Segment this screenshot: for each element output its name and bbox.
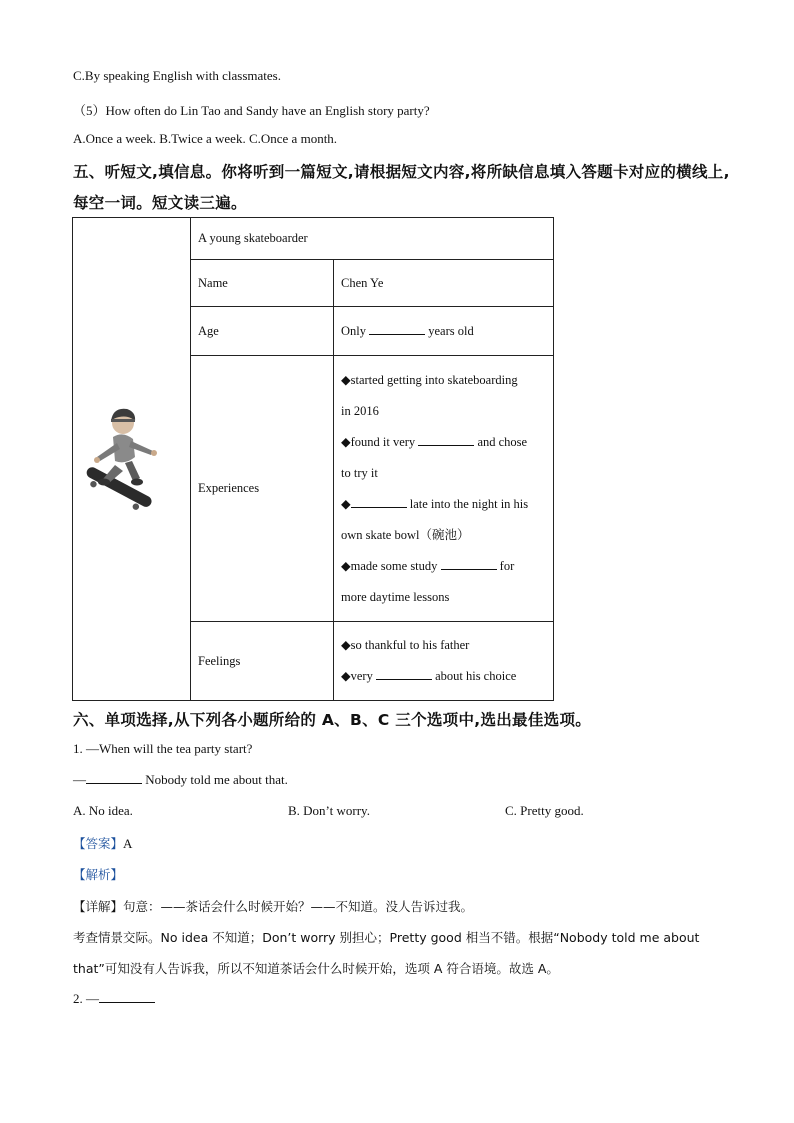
- exp3-line-b: own skate bowl（碗池）: [341, 527, 470, 542]
- section-6-heading: 六、单项选择,从下列各小题所给的 A、B、C 三个选项中,选出最佳选项。: [73, 711, 592, 729]
- q1-option-a[interactable]: A. No idea.: [73, 803, 133, 818]
- age-label: Age: [191, 307, 334, 356]
- blank-1[interactable]: [369, 323, 425, 335]
- feel2-line: [341, 661, 546, 692]
- name-label: Name: [191, 260, 334, 307]
- exp4-line-b: more daytime lessons: [341, 589, 450, 604]
- exp1-line-b: in 2016: [341, 403, 379, 418]
- exp2-line-a: [341, 427, 546, 458]
- blank-2[interactable]: [418, 434, 474, 446]
- section-5-heading-line2: 每空一词。短文读三遍。: [73, 194, 247, 212]
- q2-blank[interactable]: [99, 991, 155, 1003]
- q1-explain-line2: that”可知没有人告诉我，所以不知道茶话会什么时候开始，选项 A 符合语境。故选 A。: [73, 961, 559, 976]
- exp2-after: and chose: [474, 434, 528, 449]
- q1-option-b[interactable]: B. Don’t worry.: [288, 803, 370, 818]
- analysis-tag: 【解析】: [73, 867, 124, 882]
- q1-explain-line1: 考查情景交际。No idea 不知道；Don’t worry 别担心；Pretty good 相当不错。根据“Nobody told me about: [73, 930, 700, 945]
- blank-3[interactable]: [351, 496, 407, 508]
- exp2-before: ◆found it very: [341, 434, 419, 449]
- q1-reply-dash: —: [73, 772, 86, 787]
- exp3-after: late into the night in his: [406, 496, 529, 511]
- q2-prefix: 2. —: [73, 991, 99, 1006]
- age-value: [334, 307, 554, 356]
- exp4-after: for: [496, 558, 515, 573]
- experiences-value: [334, 356, 554, 622]
- q1-detail: [73, 897, 473, 915]
- skateboarder-info-table: [72, 217, 554, 701]
- feelings-value: [334, 622, 554, 701]
- exp3-before: ◆: [341, 496, 351, 511]
- detail-tag: 【详解】: [73, 899, 124, 914]
- age-text-after: years old: [425, 324, 474, 338]
- q1-reply: [73, 772, 288, 788]
- experiences-label: Experiences: [191, 356, 334, 622]
- q1-reply-text: Nobody told me about that.: [142, 772, 288, 787]
- table-title: A young skateboarder: [191, 218, 554, 260]
- section-5-heading-line1: 五、听短文,填信息。你将听到一篇短文,请根据短文内容,将所缺信息填入答题卡对应的横线上,: [73, 163, 730, 181]
- q1-question: 1. —When will the tea party start?: [73, 741, 253, 756]
- answer-tag: 【答案】: [73, 836, 124, 851]
- name-value: Chen Ye: [334, 260, 554, 307]
- exp4-before: ◆made some study: [341, 558, 441, 573]
- q2-question: [73, 991, 155, 1007]
- exp2-line-b: to try it: [341, 465, 378, 480]
- exp1-line-a: ◆started getting into skateboarding: [341, 372, 518, 387]
- skateboarder-illustration: [73, 399, 190, 519]
- exp3-line-a: [341, 489, 546, 520]
- question-5: （5）How often do Lin Tao and Sandy have an English story party?: [73, 103, 430, 118]
- feel2-after: about his choice: [431, 669, 517, 683]
- q1-option-c[interactable]: C. Pretty good.: [505, 803, 584, 818]
- question-5-options: A.Once a week. B.Twice a week. C.Once a month.: [73, 131, 338, 146]
- detail-text: 句意：——茶话会什么时候开始？——不知道。没人告诉过我。: [123, 899, 474, 914]
- exp4-line-a: [341, 551, 546, 582]
- q1-analysis: [73, 865, 123, 883]
- feelings-label: Feelings: [191, 622, 334, 701]
- age-text-before: Only: [341, 324, 370, 338]
- blank-5[interactable]: [376, 668, 432, 680]
- skateboarder-image-cell: [73, 218, 191, 701]
- blank-4[interactable]: [441, 558, 497, 570]
- feel1-line: ◆so thankful to his father: [341, 638, 470, 652]
- previous-option-c: C.By speaking English with classmates.: [73, 68, 281, 83]
- q1-answer: [73, 834, 132, 852]
- answer-value: A: [123, 836, 133, 851]
- q1-blank[interactable]: [86, 772, 142, 784]
- feel2-before: ◆very: [341, 669, 376, 683]
